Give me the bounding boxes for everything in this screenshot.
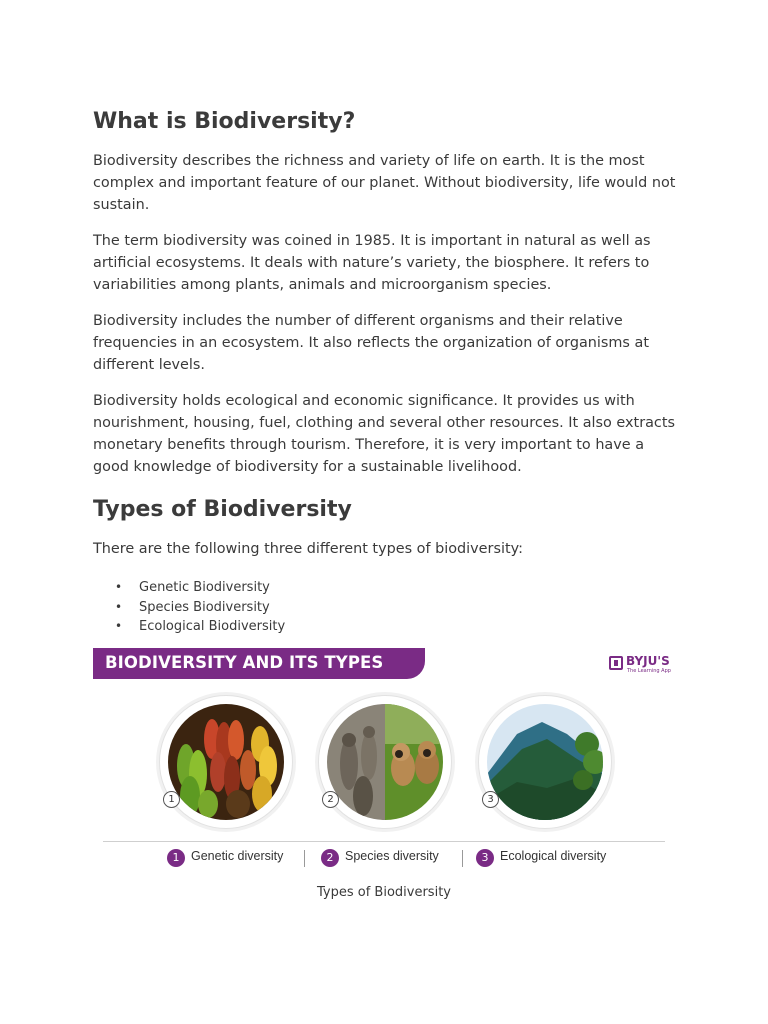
biodiversity-infographic (93, 648, 670, 874)
list-item-label: Species Biodiversity (139, 599, 270, 615)
legend-label: Genetic diversity (191, 849, 284, 863)
list-item-label: Genetic Biodiversity (139, 580, 270, 595)
meerkats-and-dogs-photo (327, 704, 443, 820)
list-item (93, 598, 678, 618)
bullet-icon: • (115, 580, 123, 594)
paragraph: The term biodiversity was coined in 1985. It is important in natural as well as artificial ecosystems. It deals with nature’s variety, the biosphere. It refers to variabilities among plants, animals and microorganism species. (93, 233, 651, 293)
legend-separator (462, 850, 463, 867)
logo-name: BYJU'S (626, 654, 670, 668)
forest-mountain-photo (487, 704, 603, 820)
circle-number: 2 (322, 791, 339, 808)
ecological-diversity-image (478, 695, 612, 829)
paragraph: Biodiversity describes the richness and variety of life on earth. It is the most complex and important feature of our planet. Without biodiversity, life would not sustain. (93, 153, 676, 213)
legend-label: Ecological diversity (500, 849, 607, 863)
legend-label: Species diversity (345, 849, 439, 863)
types-list (93, 578, 678, 637)
paragraph: Biodiversity includes the number of different organisms and their relative frequencies in an ecosystem. It also reflects the organization of organisms at different levels. (93, 313, 649, 373)
list-item (93, 578, 678, 598)
byjus-logo-icon (609, 656, 623, 670)
legend-number-badge: 2 (321, 849, 339, 867)
infographic-banner (93, 648, 425, 679)
types-intro: There are the following three different types of biodiversity: (93, 541, 523, 557)
circle-number: 1 (163, 791, 180, 808)
heading-types-of-biodiversity: Types of Biodiversity (93, 497, 352, 522)
document-body (93, 108, 678, 637)
list-item (93, 617, 678, 637)
legend-separator (304, 850, 305, 867)
circle-number: 3 (482, 791, 499, 808)
bullet-icon: • (115, 599, 123, 614)
genetic-diversity-image (159, 695, 293, 829)
bullet-icon: • (115, 619, 123, 633)
heading-what-is-biodiversity: What is Biodiversity? (93, 109, 356, 134)
list-item-label: Ecological Biodiversity (139, 619, 286, 634)
legend-number-badge: 1 (167, 849, 185, 867)
divider (103, 841, 665, 842)
figure-caption: Types of Biodiversity (317, 885, 451, 900)
byjus-logo (609, 655, 673, 673)
paragraph: Biodiversity holds ecological and economic significance. It provides us with nourishment, housing, fuel, clothing and several other resources. It also extracts monetary benefits through tourism. Therefore, it is very important to have a good knowledge of biodiversity for a sustainable livelihood. (93, 393, 675, 475)
banner-title: BIODIVERSITY AND ITS TYPES (105, 653, 384, 672)
species-diversity-image (318, 695, 452, 829)
logo-tagline: The Learning App (627, 668, 671, 674)
legend-number-badge: 3 (476, 849, 494, 867)
bananas-photo (168, 704, 284, 820)
